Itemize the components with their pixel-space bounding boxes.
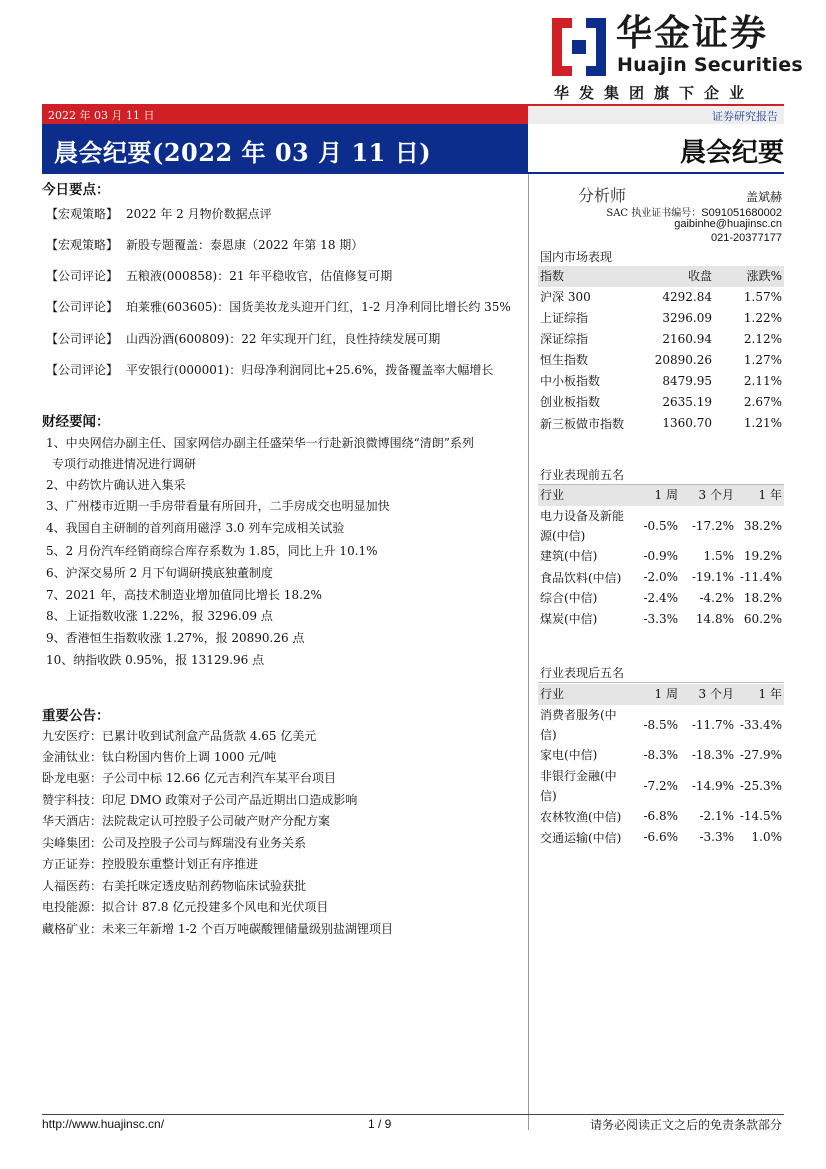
announcement-item: 赞宇科技：印尼 DMO 政策对子公司产品近期出口造成影响 (42, 793, 358, 807)
year-change: 18.2% (743, 591, 782, 605)
news-item: 6、沪深交易所 2 月下旬调研摸底独董制度 (46, 566, 273, 580)
table-row (538, 308, 784, 329)
highlight-tag: 【公司评论】 (46, 332, 119, 346)
year-change: 60.2% (743, 612, 782, 626)
index-name: 新三板做市指数 (540, 416, 625, 431)
index-change: 1.22% (743, 311, 782, 325)
report-category-title: 晨会纪要 (680, 138, 785, 168)
column-header: 行业 (538, 485, 630, 506)
column-header: 1 周 (630, 684, 680, 705)
announcement-item: 方正证券：控股股东重整计划正有序推进 (42, 857, 259, 871)
table-row (538, 546, 784, 567)
header-type-bar (528, 104, 784, 124)
logo-name-cn: 华金证券 (616, 13, 769, 54)
analyst-label: 分析师 (578, 186, 627, 205)
column-header: 3 个月 (680, 684, 736, 705)
table-row (538, 506, 784, 546)
week-change: -6.6% (643, 830, 678, 844)
announcement-item: 华天酒店：法院裁定认可控股子公司破产财产分配方案 (42, 814, 331, 828)
highlight-text: 2022 年 2 月物价数据点评 (126, 207, 272, 221)
column-header: 1 年 (736, 684, 784, 705)
footer-disclaimer: 请务必阅读正文之后的免责条款部分 (589, 1118, 782, 1132)
index-close: 2160.94 (662, 332, 712, 346)
column-header: 1 年 (736, 485, 784, 506)
index-change: 1.27% (743, 353, 782, 367)
three-month-change: -19.1% (691, 570, 734, 584)
table-row (538, 287, 784, 308)
week-change: -7.2% (643, 778, 678, 793)
announcement-item: 九安医疗：已累计收到试剂盒产品货款 4.65 亿美元 (42, 729, 317, 743)
week-change: -0.5% (643, 518, 678, 533)
market-heading: 国内市场表现 (540, 250, 613, 264)
industry-name: 建筑(中信) (540, 549, 598, 563)
highlight-tag: 【宏观策略】 (46, 238, 119, 252)
top5-heading: 行业表现前五名 (540, 468, 625, 482)
table-row (538, 350, 784, 371)
header-band (42, 104, 784, 124)
index-change: 2.67% (743, 395, 782, 409)
highlight-item[interactable] (46, 205, 272, 222)
industry-name: 农林牧渔(中信) (540, 809, 622, 824)
highlight-text: 新股专题覆盖：泰恩康（2022 年第 18 期） (126, 238, 364, 252)
table-row (538, 705, 784, 745)
industry-name: 综合(中信) (540, 591, 598, 605)
column-header: 1 周 (630, 485, 680, 506)
highlight-tag: 【公司评论】 (46, 269, 119, 283)
group-slogan: 华发集团旗下企业 (554, 84, 755, 102)
three-month-change: 14.8% (695, 612, 734, 626)
news-item: 1、中央网信办副主任、国家网信办副主任盛荣华一行赴新浪微博围绕“清朗”系列 (46, 436, 474, 450)
analyst-phone: 021-20377177 (711, 232, 782, 244)
column-divider (528, 174, 529, 1130)
table-row (538, 609, 784, 630)
industry-name: 食品饮料(中信) (540, 570, 622, 585)
column-header: 收盘 (626, 266, 714, 287)
index-name: 创业板指数 (540, 395, 601, 409)
header-date-bar (42, 104, 528, 124)
three-month-change: -3.3% (699, 830, 734, 844)
analyst-name: 盖斌赫 (745, 190, 782, 204)
table-header-row (538, 684, 784, 705)
announcement-item: 金浦钛业：钛白粉国内售价上调 1000 元/吨 (42, 750, 277, 764)
three-month-change: -11.7% (691, 717, 734, 732)
table-row (538, 766, 784, 806)
huajin-logo-icon (548, 14, 610, 80)
week-change: -0.9% (643, 549, 678, 563)
highlight-item[interactable] (46, 330, 440, 347)
week-change: -8.5% (643, 717, 678, 732)
highlight-tag: 【公司评论】 (46, 300, 119, 314)
logo-name-en: Huajin Securities (617, 54, 803, 76)
title-bar (42, 124, 528, 172)
year-change: -27.9% (739, 748, 782, 762)
top5-table (538, 485, 784, 630)
news-item: 2、中药饮片确认进入集采 (46, 478, 186, 492)
news-item: 3、广州楼市近期一手房带看量有所回升，二手房成交也明显加快 (46, 499, 390, 513)
index-close: 20890.26 (654, 353, 712, 367)
three-month-change: -4.2% (699, 591, 734, 605)
column-header: 行业 (538, 684, 630, 705)
analyst-cert (606, 204, 782, 219)
table-row (538, 413, 784, 434)
table-row (538, 588, 784, 609)
news-item: 9、香港恒生指数收涨 1.27%，报 20890.26 点 (46, 631, 305, 645)
announcement-item: 尖峰集团：公司及控股子公司与辉瑞没有业务关系 (42, 836, 307, 850)
three-month-change: -14.9% (691, 778, 734, 793)
news-item: 5、2 月份汽车经销商综合库存系数为 1.85，同比上升 10.1% (46, 544, 378, 558)
index-name: 沪深 300 (540, 290, 591, 304)
industry-name: 非银行金融(中信) (540, 769, 617, 803)
industry-name: 交通运输(中信) (540, 830, 622, 845)
announcement-item: 卧龙电驱：子公司中标 12.66 亿元吉利汽车某平台项目 (42, 771, 336, 785)
column-header: 指数 (538, 266, 626, 287)
report-type: 证券研究报告 (712, 110, 778, 123)
index-change: 2.11% (743, 374, 782, 388)
news-item: 10、纳指收跌 0.95%，报 13129.96 点 (46, 653, 265, 667)
highlight-item[interactable] (46, 361, 493, 378)
column-header: 3 个月 (680, 485, 736, 506)
year-change: -33.4% (739, 717, 782, 732)
index-name: 中小板指数 (540, 374, 601, 388)
table-row (538, 567, 784, 588)
table-row (538, 806, 784, 827)
highlight-tag: 【公司评论】 (46, 363, 119, 377)
week-change: -2.0% (643, 570, 678, 584)
analyst-email[interactable]: gaibinhe@huajinsc.cn (674, 218, 782, 230)
index-change: 1.57% (743, 290, 782, 304)
highlight-text: 山西汾酒(600809)：22 年实现开门红，良性持续发展可期 (126, 332, 441, 346)
week-change: -6.8% (643, 809, 678, 823)
announcements-heading: 重要公告： (42, 708, 110, 724)
week-change: -3.3% (643, 612, 678, 626)
index-close: 2635.19 (662, 395, 712, 409)
index-close: 3296.09 (662, 311, 712, 325)
bottom5-table (538, 684, 784, 848)
divider (538, 682, 784, 683)
index-name: 恒生指数 (540, 353, 589, 367)
analyst-cert-label: SAC 执业证书编号： (606, 208, 702, 219)
market-table (538, 266, 784, 434)
three-month-change: -18.3% (691, 748, 734, 762)
company-logo (548, 13, 803, 84)
year-change: -11.4% (739, 570, 782, 584)
year-change: 19.2% (743, 549, 782, 563)
analyst-cert-no: S0910516800​02 (701, 207, 782, 219)
highlights-heading: 今日要点： (42, 182, 110, 198)
highlight-item[interactable] (46, 236, 363, 253)
industry-name: 消费者服务(中信) (540, 708, 617, 742)
week-change: -2.4% (643, 591, 678, 605)
news-item: 7、2021 年，高技术制造业增加值同比增长 18.2% (46, 588, 322, 602)
highlight-text: 五粮液(000858)：21 年平稳收官，估值修复可期 (126, 269, 393, 283)
highlight-text: 珀莱雅(603605)：国货美妆龙头迎开门红，1-2 月净利同比增长约 35% (126, 300, 511, 314)
industry-name: 煤炭(中信) (540, 612, 598, 626)
news-heading: 财经要闻： (42, 414, 110, 430)
header-divider (42, 172, 784, 174)
table-row (538, 392, 784, 413)
highlight-tag: 【宏观策略】 (46, 207, 119, 221)
index-name: 深证综指 (540, 332, 589, 346)
year-change: -14.5% (739, 809, 782, 823)
highlight-text: 平安银行(000001)：归母净利润同比+25.6%，拨备覆盖率大幅增长 (126, 363, 494, 377)
announcement-item: 电投能源：拟合计 87.8 亿元投建多个风电和光伏项目 (42, 900, 329, 914)
footer-url-link[interactable]: http://www.huajinsc.cn/ (42, 1117, 165, 1131)
index-name: 上证综指 (540, 311, 589, 325)
index-change: 1.21% (743, 416, 782, 430)
three-month-change: 1.5% (703, 549, 734, 563)
highlight-item[interactable] (46, 298, 511, 315)
three-month-change: -17.2% (691, 518, 734, 533)
index-close: 8479.95 (662, 374, 712, 388)
highlight-item[interactable] (46, 267, 392, 284)
news-item-continued: 专项行动推进情况进行调研 (52, 457, 197, 471)
page-title: 晨会纪要(2022 年 03 月 11 日) (54, 138, 432, 167)
table-row (538, 827, 784, 848)
year-change: 1.0% (751, 830, 782, 844)
index-change: 2.12% (743, 332, 782, 346)
year-change: 38.2% (743, 518, 782, 533)
year-change: -25.3% (739, 778, 782, 793)
report-date: 2022 年 03 月 11 日 (48, 109, 155, 122)
industry-name: 家电(中信) (540, 748, 598, 762)
index-close: 4292.84 (662, 290, 712, 304)
announcement-item: 人福医药：右美托咪定透皮贴剂药物临床试验获批 (42, 879, 307, 893)
table-row (538, 745, 784, 766)
column-header: 涨跌% (714, 266, 784, 287)
industry-name: 电力设备及新能源(中信) (540, 509, 625, 543)
news-item: 8、上证指数收涨 1.22%，报 3296.09 点 (46, 609, 273, 623)
table-header-row (538, 266, 784, 287)
news-item: 4、我国自主研制的首列商用磁浮 3.0 列车完成相关试验 (46, 521, 345, 535)
page-number: 1 / 9 (368, 1117, 392, 1131)
index-close: 1360.70 (662, 416, 712, 430)
table-header-row (538, 485, 784, 506)
announcement-item: 藏格矿业：未来三年新增 1-2 个百万吨碳酸锂储量级别盐湖锂项目 (42, 922, 393, 936)
table-row (538, 329, 784, 350)
footer-divider (42, 1114, 784, 1115)
table-row (538, 371, 784, 392)
three-month-change: -2.1% (699, 809, 734, 823)
week-change: -8.3% (643, 748, 678, 762)
bottom5-heading: 行业表现后五名 (540, 666, 625, 680)
